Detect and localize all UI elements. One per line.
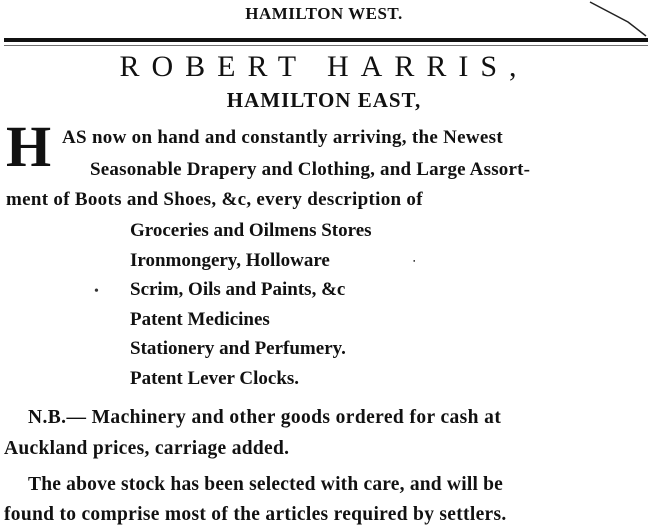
goods-item: Ironmongery, Holloware: [130, 249, 330, 271]
drop-cap: H: [6, 114, 52, 179]
column-rule-thick: [4, 38, 648, 42]
note-line: N.B.— Machinery and other goods ordered for cash at: [28, 407, 502, 428]
closing-line: The above stock has been selected with care, and will be: [28, 474, 504, 495]
print-speck: •: [94, 284, 99, 299]
advertiser-location: HAMILTON EAST,: [226, 88, 422, 112]
goods-item: Groceries and Oilmens Stores: [130, 220, 372, 241]
intro-line: ment of Boots and Shoes, &c, every description of: [6, 189, 423, 210]
intro-line: Seasonable Drapery and Clothing, and Large Assort-: [90, 159, 531, 180]
advertiser-name: ROBERT HARRIS,: [119, 50, 529, 83]
print-speck: ‧: [412, 255, 417, 270]
intro-line: AS now on hand and constantly arriving, the Newest: [62, 127, 503, 148]
goods-item: Patent Medicines: [130, 308, 270, 330]
margin-stroke-mark: [588, 0, 648, 40]
goods-item: Stationery and Perfumery.: [130, 338, 346, 359]
closing-line: found to comprise most of the articles required by settlers.: [4, 504, 507, 525]
goods-item: Patent Lever Clocks.: [130, 367, 300, 389]
goods-list: [130, 216, 550, 393]
section-heading: HAMILTON WEST.: [245, 4, 403, 23]
note-line: Auckland prices, carriage added.: [4, 438, 290, 459]
column-rule-thin: [4, 45, 648, 46]
goods-item: Scrim, Oils and Paints, &c: [130, 279, 346, 300]
